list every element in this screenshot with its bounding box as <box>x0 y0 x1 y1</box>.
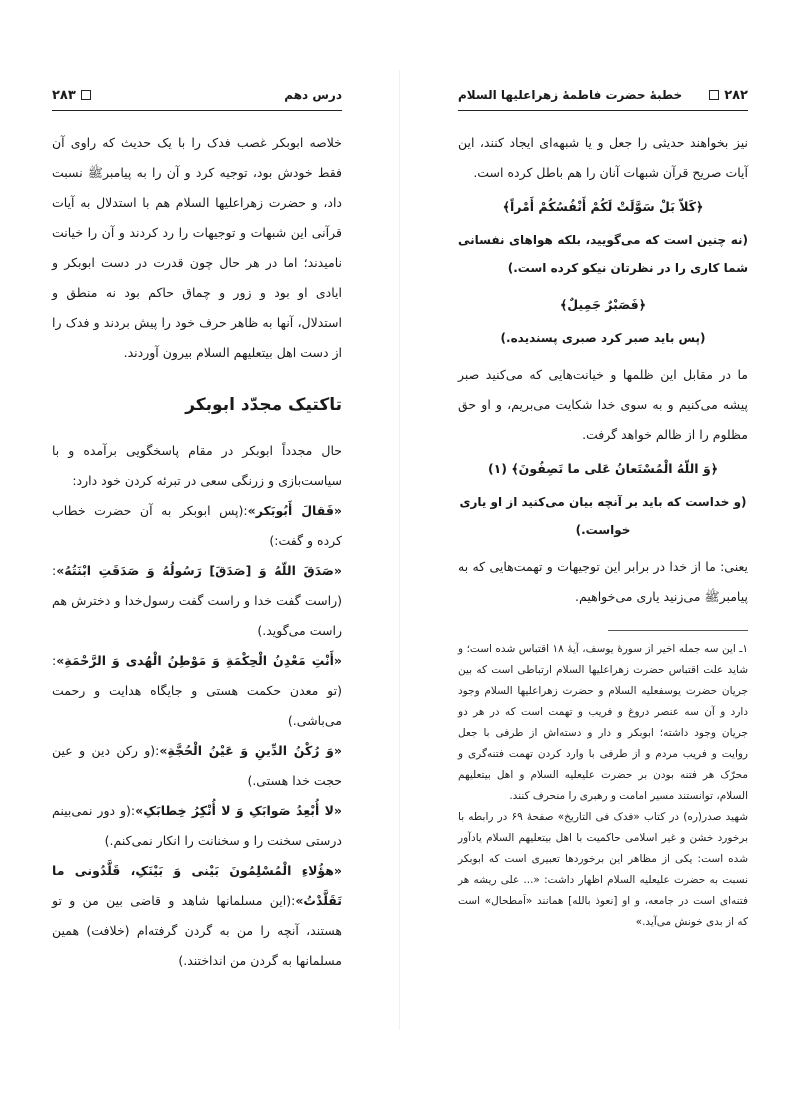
book-title: خطبهٔ حضرت فاطمهٔ زهراعليها السلام <box>458 88 683 102</box>
quote-arabic: «وَ رُکْنُ الدِّینِ وَ عَیْنُ الْحُجَّةِ» <box>159 743 342 758</box>
quote-persian: :(و رکن دین و عین حجت خدا هستی.) <box>52 743 342 788</box>
right-page-number: ۲۸۲ <box>724 87 748 103</box>
left-page-body <box>52 128 342 976</box>
verse-translation: (پس باید صبر کرد صبری پسندیده.) <box>500 331 706 345</box>
quote-persian: :(این مسلمانها شاهد و قاضی بین من و تو هستند، آنچه را من به گردن گرفته‌ام (خلافت) همین مسلمانها به گردن من انداختند.) <box>52 893 342 968</box>
left-page-number: ۲۸۳ <box>52 87 76 103</box>
body-paragraph: ما در مقابل این ظلمها و خیانت‌هایی که می‌کنید صبر پیشه می‌کنیم و به سوی خدا شکایت می‌بریم، و او حق مظلوم را از ظالم خواهد گرفت. <box>458 367 748 442</box>
quote-line <box>52 736 342 796</box>
verse-translation: (و خداست که باید بر آنچه بیان می‌کنید از او یاری خواست.) <box>459 495 747 537</box>
quran-verse: ﴿فَصَبْرٌ جَمِیلٌ﴾ <box>559 297 647 312</box>
footnote-rule <box>608 630 748 631</box>
quran-verse: ﴿وَ اللّهُ الْمُسْتَعانُ عَلی ما تَصِفُونَ﴾ (۱) <box>487 461 719 476</box>
left-header-rule <box>52 110 342 111</box>
quote-line <box>52 556 342 646</box>
verse-translation: (نه چنین است که می‌گویید، بلکه هواهای نفسانی شما کاری را در نظرتان نیکو کرده است.) <box>458 233 748 275</box>
right-header-rule <box>458 110 748 111</box>
quote-arabic: «هؤُلاءِ الْمُسْلِمُونَ بَیْنی وَ بَیْنَکِ، قَلَّدُونی ما تَقَلَّدْتُ» <box>52 863 342 908</box>
right-page-header <box>458 84 748 106</box>
left-page-number-box <box>52 88 91 103</box>
left-page-header <box>52 84 342 106</box>
right-page <box>400 0 800 1100</box>
square-icon <box>81 90 91 100</box>
body-paragraph: یعنی: ما از خدا در برابر این توجیهات و تهمت‌هایی که به پیامبرﷺ می‌زنید یاری می‌خواهیم. <box>458 559 748 604</box>
quote-line <box>52 496 342 556</box>
section-title: تاکتیک مجدّد ابوبکر <box>185 395 342 415</box>
square-icon <box>709 90 719 100</box>
quote-arabic: «فَقالَ أَبُوبَکر» <box>247 503 342 518</box>
summary-paragraph: خلاصه ابوبکر غصب فدک را با یک حدیث که راوی آن فقط خودش بود، توجیه کرد و آن را به پیامبرﷺ نسبت داد، و حضرت زهراعليها السلام هم با استدلال به آیات قرآنی این شبهات و توجیهات را رد کردند و آن را خیانت نامیدند؛ اما در هر حال چون قدرت در دست ابوبکر و ایادی او بود و زور و چماق حاکم بود نه منطق و استدلال، آنها به ظاهر حرف خود را پیش بردند و فدک را از دست اهل بیتعليهم السلام بیرون آوردند. <box>52 135 342 360</box>
quote-arabic: «أَنْتِ مَعْدِنُ الْحِکْمَةِ وَ مَوْطِنُ الْهُدی وَ الرَّحْمَةِ» <box>56 653 342 668</box>
quote-line <box>52 856 342 976</box>
right-page-number-box <box>709 88 748 103</box>
quote-persian: :(و دور نمی‌بینم درستی سخنت را و سخنانت را انکار نمی‌کنم.) <box>52 803 342 848</box>
quote-line <box>52 646 342 736</box>
quote-arabic: «لا أُبْعِدُ صَوابَکِ وَ لا أُنْکِرُ خِطابَکِ» <box>135 803 342 818</box>
quote-arabic: «صَدَقَ اللّهُ وَ [صَدَقَ] رَسُولُهُ وَ صَدَقَتِ ابْنَتُهُ» <box>56 563 342 578</box>
footnote: شهید صدر(ره) در کتاب «فدک فی التاریخ» صفحهٔ ۶۹ در رابطه با برخورد خشن و غیر اسلامی حاکمیت با اهل بیتعليهم السلام یادآور شده است: یکی از مظاهر این برخوردها تعبیری است که ابوبکر نسبت به حضرت علیعليه السلام اظهار داشت: «... علی ریشه هر فتنه‌ای است در جامعه، و او [نعوذ بالله] همانند «اَمطحال» است که از بدی خونش می‌آید.» <box>458 811 748 928</box>
intro-paragraph: حال مجدداً ابوبکر در مقام پاسخگویی برآمده و با سیاست‌بازی و زرنگی سعی در تبرئه کردن خود دارد: <box>52 443 342 488</box>
quote-persian: :(تو معدن حکمت هستی و جایگاه هدایت و رحمت می‌باشی.) <box>52 653 342 728</box>
quote-persian: :(راست گفت خدا و راست گفت رسول‌خدا و دخترش هم راست می‌گوید.) <box>52 563 342 638</box>
quote-persian: :(پس ابوبکر به آن حضرت خطاب کرده و گفت:) <box>52 503 342 548</box>
quran-verse: ﴿کَلاّ بَلْ سَوَّلَتْ لَکُمْ أَنْفُسُکُمْ أَمْراً﴾ <box>502 199 704 214</box>
body-paragraph: نیز بخواهند حدیثی را جعل و یا شبهه‌ای ایجاد کنند، این آیات صریح قرآن شبهات آنان را هم باطل کرده است. <box>458 135 748 180</box>
right-page-body <box>458 128 748 933</box>
quote-line <box>52 796 342 856</box>
chapter-label: درس دهم <box>284 88 342 102</box>
footnote: ۱ـ این سه جمله اخیر از سورهٔ یوسف، آیهٔ ۱۸ اقتباس شده است؛ و شاید علت اقتباس حضرت زهراعليها السلام ارتباطی است که بین جریان حضرت یوسفعليه السلام و حضرت زهراعليها السلام وجود دارد و آن سه عنصر دروغ و فریب و تهمت است که در هر دو جریان وجود داشته؛ ابوبکر و دار و دسته‌اش از طرفی با جعل روایت و فریب مردم و از طرفی با وارد کردن تهمت فتنه‌گری و محرّک هر فتنه بودن بر حضرت علیعليه السلام و اهل بیتعليهم السلام، توانستند مسیر امامت و رهبری را منحرف کنند. <box>458 643 748 802</box>
